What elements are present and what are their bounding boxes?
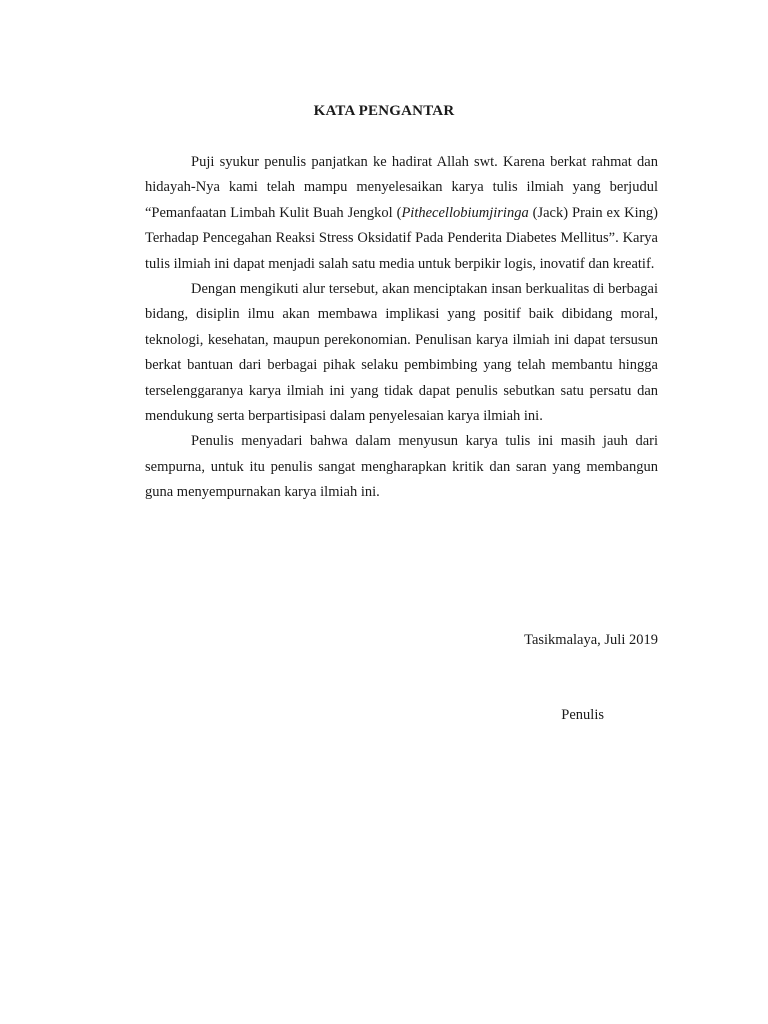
paragraph-1-italic-species: Pithecellobiumjiringa xyxy=(401,204,529,221)
paragraph-3: Penulis menyadari bahwa dalam menyusun karya tulis ini masih jauh dari sempurna, untuk itu penulis sangat mengharapkan kritik dan saran yang membangun guna menyempurnakan karya ilmiah ini. xyxy=(145,433,658,501)
paragraph-2: Dengan mengikuti alur tersebut, akan menciptakan insan berkualitas di berbagai bidang, disiplin ilmu akan membawa implikasi yang positif baik dibidang moral, teknologi, kesehatan, maupun perekonomian. Penulisan karya ilmiah ini dapat tersusun berkat bantuan dari berbagai pihak selaku pembimbing yang telah membantu hingga terselenggaranya karya ilmiah ini yang tidak dapat penulis sebutkan satu persatu dan mendukung serta berpartisipasi dalam penyelesaian karya ilmiah ini. xyxy=(145,281,658,425)
paragraph-1-text-a: Puji syukur penulis panjatkan ke hadirat Allah swt. Karena berkat rahmat dan hidayah-Nya kami telah mampu menyelesaikan karya tulis ilmiah yang berjudul “Pemanfaatan Limbah Kulit Buah Jengkol ( xyxy=(145,154,658,221)
paragraph-1 xyxy=(145,150,658,277)
page-title: KATA PENGANTAR xyxy=(313,103,455,119)
paragraph-1-text-b: (Jack) Prain ex King) Terhadap Pencegahan Reaksi Stress Oksidatif Pada Penderita Diabetes Mellitus”. Karya tulis ilmiah ini dapat menjadi salah satu media untuk berpikir logis, inovatif dan kreatif. xyxy=(145,204,659,272)
document-body xyxy=(145,150,658,506)
place-date: Tasikmalaya, Juli 2019 xyxy=(524,632,658,648)
author-signature-label: Penulis xyxy=(561,707,604,723)
